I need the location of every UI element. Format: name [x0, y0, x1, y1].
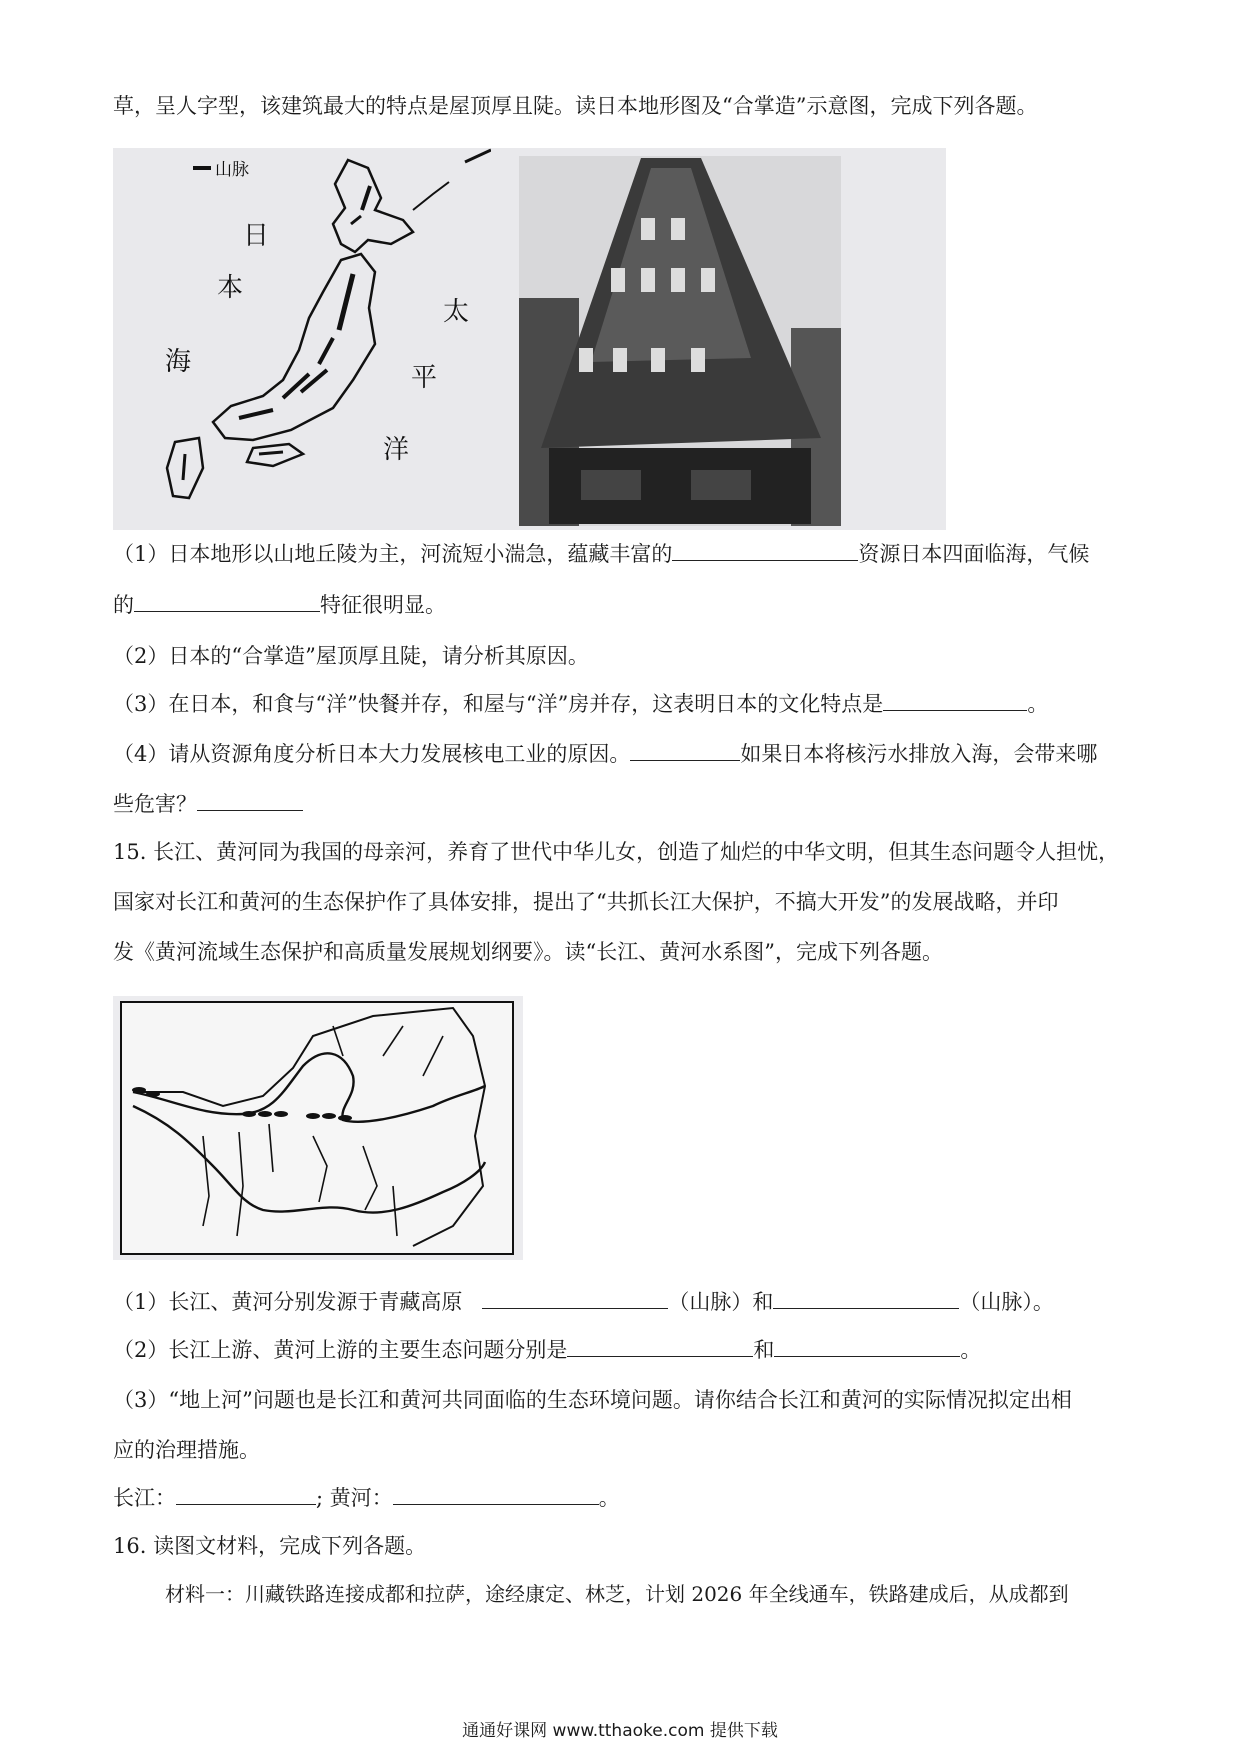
q15-blank-yangtze-problem[interactable] [567, 1336, 753, 1357]
q15-part2 [113, 1336, 981, 1364]
gassho-house-drawing [491, 148, 946, 530]
q16-material1: 材料一：川藏铁路连接成都和拉萨，途经康定、林芝，计划 2026 年全线通车，铁路建成后，从成都到 [165, 1582, 1069, 1606]
q14-part3-end: 。 [1027, 692, 1049, 716]
q15-part3-line1: （3）“地上河”问题也是长江和黄河共同面临的生态环境问题。请你结合长江和黄河的实际情况拟定出相 [113, 1388, 1072, 1412]
q15-part1-text-c: （山脉）。 [959, 1290, 1054, 1314]
ocean-label-1: 太 [443, 297, 470, 327]
q14-blank-nuclear-harm[interactable] [197, 790, 303, 811]
q14-blank-climate[interactable] [134, 591, 320, 612]
q15-answer-line [113, 1484, 620, 1512]
q14-blank-resource[interactable] [672, 540, 858, 561]
shikoku-outline [247, 444, 303, 466]
q14-part4-text-c: 些危害？ [113, 792, 197, 816]
gassho-zukuri-photo [491, 148, 946, 530]
japan-map-drawing [113, 148, 491, 530]
q15-blank-yellow-measure[interactable] [393, 1484, 599, 1505]
q14-part4-text-a: （4）请从资源角度分析日本大力发展核电工业的原因。 [113, 742, 631, 766]
legend-label: 山脉 [215, 160, 249, 180]
q14-part4-text-b: 如果日本将核污水排放入海，会带来哪 [740, 742, 1098, 766]
q15-stem-line2: 国家对长江和黄河的生态保护作了具体安排，提出了“共抓长江大保护，不搞大开发”的发展战略，并印 [113, 890, 1059, 914]
q14-part1-line2 [113, 591, 446, 619]
q14-part1-text-b: 资源日本四面临海，气候 [858, 542, 1090, 566]
q14-part1-text-c: 的 [113, 593, 134, 617]
q15-blank-yangtze-source[interactable] [482, 1288, 668, 1309]
q15-stem-line3: 发《黄河流域生态保护和高质量发展规划纲要》。读“长江、黄河水系图”，完成下列各题。 [113, 940, 943, 964]
q15-blank-yangtze-measure[interactable] [176, 1484, 316, 1505]
q15-part3-line2: 应的治理措施。 [113, 1438, 260, 1462]
river-map-drawing [113, 996, 523, 1260]
q15-blank-yellow-problem[interactable] [774, 1336, 960, 1357]
q15-answer-yangtze-label: 长江： [113, 1486, 176, 1510]
sea-label-2: 本 [217, 273, 244, 303]
q15-answer-end: 。 [598, 1486, 620, 1510]
q14-part1-text-d: 特征很明显。 [320, 593, 446, 617]
q15-part2-text-b: 和 [753, 1338, 775, 1362]
q15-part1-text-a: （1）长江、黄河分别发源于青藏高原 [113, 1290, 463, 1314]
q16-stem: 16. 读图文材料，完成下列各题。 [113, 1534, 427, 1558]
q15-part2-end: 。 [960, 1338, 982, 1362]
ocean-label-2: 平 [411, 363, 438, 393]
q14-blank-nuclear-reason[interactable] [630, 740, 740, 761]
q15-part1 [113, 1288, 1054, 1316]
river-system-map [113, 996, 523, 1260]
q14-part4-line1 [113, 740, 1097, 768]
japan-terrain-map [113, 148, 491, 530]
q14-part1-text-a: （1）日本地形以山地丘陵为主，河流短小湍急，蕴藏丰富的 [113, 542, 673, 566]
q15-blank-yellow-source[interactable] [773, 1288, 959, 1309]
q15-part1-text-b: （山脉）和 [668, 1290, 774, 1314]
q15-answer-yellow-label: ; 黄河： [316, 1486, 393, 1510]
q15-part2-text-a: （2）长江上游、黄河上游的主要生态问题分别是 [113, 1338, 568, 1362]
q14-part1-line1 [113, 540, 1089, 568]
q14-part2: （2）日本的“合掌造”屋顶厚且陡，请分析其原因。 [113, 644, 589, 668]
intro-text: 草，呈人字型，该建筑最大的特点是屋顶厚且陡。读日本地形图及“合掌造”示意图，完成下列各题。 [113, 94, 1038, 118]
q14-part4-line2 [113, 790, 303, 818]
q14-blank-culture[interactable] [883, 690, 1027, 711]
ocean-label-3: 洋 [383, 435, 410, 465]
q15-stem-line1: 15. 长江、黄河同为我国的母亲河，养育了世代中华儿女，创造了灿烂的中华文明，但其生态问题令人担忧， [113, 840, 1120, 864]
hokkaido-outline [333, 160, 413, 252]
q14-part3-text: （3）在日本，和食与“洋”快餐并存，和屋与“洋”房并存，这表明日本的文化特点是 [113, 692, 884, 716]
page-footer: 通通好课网 www.tthaoke.com 提供下载 [462, 1721, 778, 1741]
sea-label-3: 海 [165, 347, 192, 377]
sea-label-1: 日 [243, 221, 270, 251]
q14-part3 [113, 690, 1048, 718]
